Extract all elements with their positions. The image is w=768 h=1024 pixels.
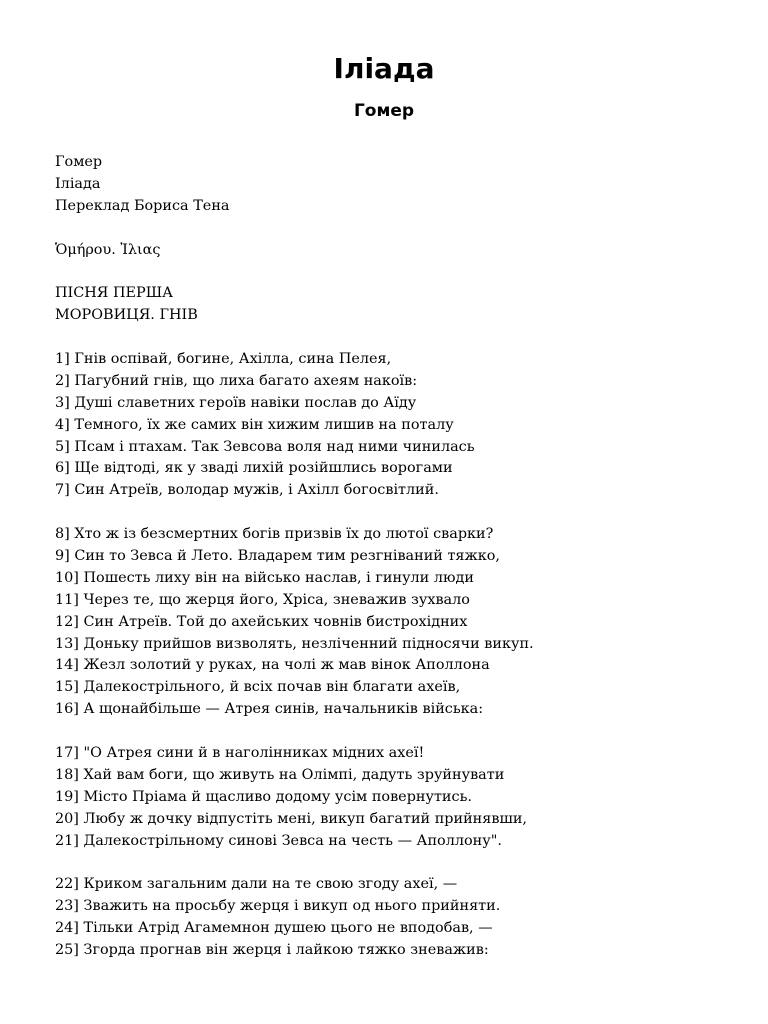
stanza xyxy=(55,524,745,721)
verse-line: 7] Син Атреїв, володар мужів, і Ахілл богосвітлий. xyxy=(55,482,439,499)
verse-line: 2] Пагубний гнів, що лиха багато ахеям накоїв: xyxy=(55,372,418,389)
document-title: Іліада xyxy=(333,52,435,85)
verse-line: 22] Криком загальним дали на те свою згоду ахеї, — xyxy=(55,876,458,893)
verse-line: 24] Тільки Атрід Агамемнон душею цього не вподобав, — xyxy=(55,920,493,937)
document-author: Гомер xyxy=(353,101,415,121)
verse-line: 10] Пошесть лиху він на військо наслав, і гинули люди xyxy=(55,569,474,586)
spacer xyxy=(55,502,745,524)
verse-line: 3] Душі славетних героїв навіки послав до Аїду xyxy=(55,394,417,411)
verse-line: 5] Псам і птахам. Так Зевсова воля над ними чинилась xyxy=(55,438,475,455)
verse-line: 16] А щонайбільше — Атрея синів, начальників війська: xyxy=(55,701,484,718)
verse-line: 4] Темного, їх же самих він хижим лишив на поталу xyxy=(55,416,454,433)
verse-line: 13] Доньку прийшов визволять, незліченний підносячи викуп. xyxy=(55,635,534,652)
verse-line: 21] Далекострільному синові Зевса на честь — Аполлону". xyxy=(55,832,502,849)
spacer xyxy=(55,218,745,240)
verse-line: 12] Син Атреїв. Той до ахейських човнів бистрохідних xyxy=(55,613,468,630)
verse-line: 14] Жезл золотий у руках, на чолі ж мав вінок Аполлона xyxy=(55,657,490,674)
poem-stanzas xyxy=(55,349,745,962)
meta-translation: Переклад Бориса Тена xyxy=(55,197,230,214)
verse-line: 23] Зважить на просьбу жерця і викуп од нього прийняти. xyxy=(55,898,501,915)
spacer xyxy=(55,721,745,743)
spacer xyxy=(55,327,745,349)
meta-original-title: Ὁμήρου. Ἰλιας xyxy=(55,241,161,258)
stanza xyxy=(55,743,745,852)
verse-line: 20] Любу ж дочку відпустіть мені, викуп багатий прийнявши, xyxy=(55,810,528,827)
stanza xyxy=(55,349,745,502)
verse-line: 17] "О Атрея сини й в наголінниках мідних ахеї! xyxy=(55,745,425,762)
verse-line: 25] Згорда прогнав він жерця і лайкою тяжко зневажив: xyxy=(55,942,489,959)
song-subheading: МОРОВИЦЯ. ГНІВ xyxy=(55,307,198,324)
spacer xyxy=(55,261,745,283)
meta-title: Іліада xyxy=(55,175,101,192)
meta-author: Гомер xyxy=(55,154,103,170)
song-heading: ПІСНЯ ПЕРША xyxy=(55,285,174,302)
verse-line: 18] Хай вам боги, що живуть на Олімпі, дадуть зруйнувати xyxy=(55,766,505,783)
verse-line: 11] Через те, що жерця його, Хріса, зневажив зухвало xyxy=(55,591,470,608)
verse-line: 6] Ще відтоді, як у зваді лихій розійшлись ворогами xyxy=(55,460,453,477)
verse-line: 9] Син то Зевса й Лето. Владарем тим резгніваний тяжко, xyxy=(55,548,500,565)
document-body xyxy=(55,152,745,962)
verse-line: 8] Хто ж із безсмертних богів призвів їх до лютої сварки? xyxy=(55,526,494,543)
verse-line: 1] Гнів оспівай, богине, Ахілла, сина Пелея, xyxy=(55,351,392,368)
verse-line: 15] Далекострільного, й всіх почав він благати ахеїв, xyxy=(55,679,461,696)
stanza xyxy=(55,874,745,962)
spacer xyxy=(55,853,745,875)
verse-line: 19] Місто Пріама й щасливо додому усім повернутись. xyxy=(55,788,472,805)
